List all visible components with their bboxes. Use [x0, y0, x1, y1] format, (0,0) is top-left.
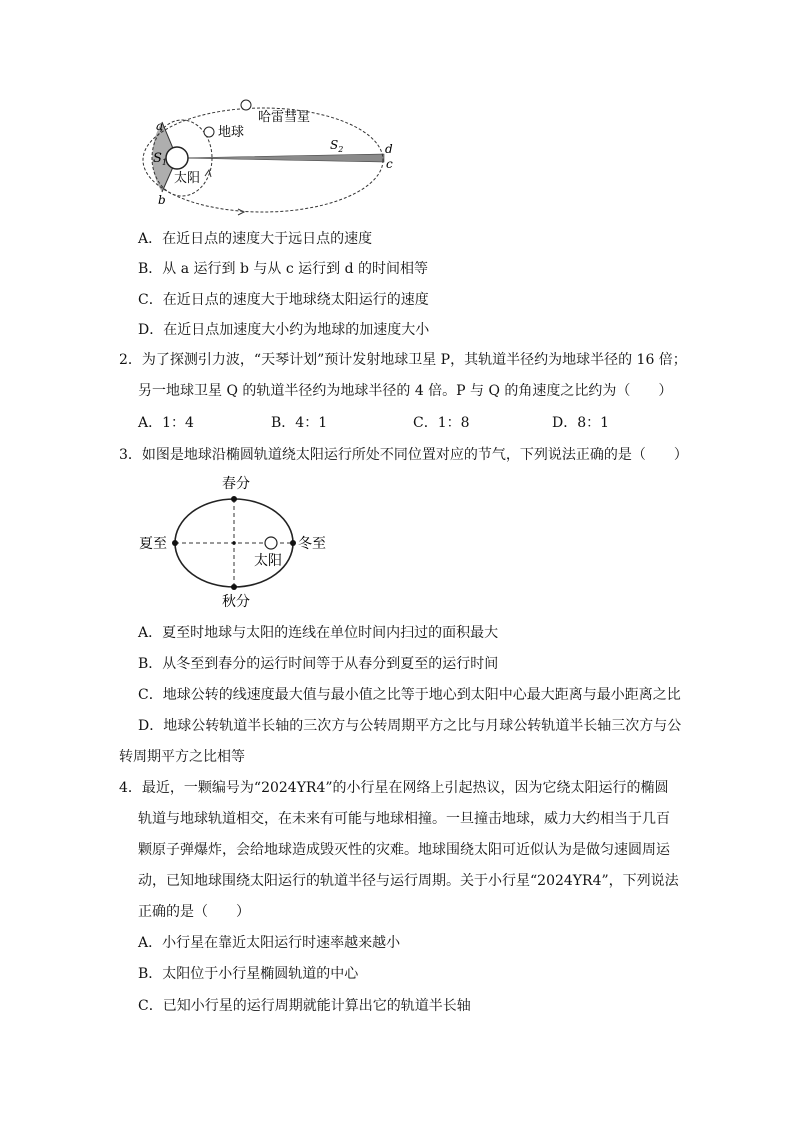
label-sun: 太阳	[254, 553, 282, 569]
point-spring	[231, 496, 237, 502]
point-autumn	[231, 584, 237, 590]
q2-option-a: A．1：4	[138, 415, 194, 431]
solar-terms-figure	[136, 472, 336, 612]
q3-option-b: B．从冬至到春分的运行时间等于从春分到夏至的运行时间	[138, 656, 499, 672]
label-earth: 地球	[218, 125, 245, 140]
q1-option-a: A．在近日点的速度大于远日点的速度	[138, 231, 373, 247]
point-winter	[290, 540, 296, 546]
q4-option-a: A．小行星在靠近太阳运行时速率越来越小	[138, 935, 401, 951]
comet-circle	[241, 100, 251, 110]
label-sun: 太阳	[174, 171, 201, 186]
point-summer	[172, 540, 178, 546]
q3-option-d: D．地球公转轨道半长轴的三次方与公转周期平方之比与月球公转轨道半长轴三次方与公	[138, 718, 682, 734]
area-s2	[177, 154, 384, 162]
label-a: a	[156, 119, 164, 133]
sun-circle	[265, 537, 277, 549]
label-d: d	[385, 142, 393, 156]
label-winter: 冬至	[298, 536, 326, 552]
sun-circle	[166, 147, 188, 169]
label-spring: 春分	[222, 476, 250, 492]
q2-stem-line-1: 2．为了探测引力波，“天琴计划”预计发射地球卫星 P，其轨道半径约为地球半径的 16 倍；	[119, 352, 687, 368]
label-s1: $S_1$	[153, 151, 167, 167]
q3-option-a: A．夏至时地球与太阳的连线在单位时间内扫过的面积最大	[138, 625, 499, 641]
q4-option-c: C．已知小行星的运行周期就能计算出它的轨道半长轴	[138, 998, 471, 1014]
q2-option-b: B．4：1	[271, 415, 328, 431]
earth-circle	[204, 127, 214, 137]
q3-option-d-cont: 转周期平方之比相等	[119, 749, 245, 765]
label-c: c	[386, 157, 393, 171]
q1-option-d: D．在近日点加速度大小约为地球的加速度大小	[138, 322, 430, 338]
label-b: b	[158, 193, 166, 207]
label-s2: $S_2$	[330, 138, 344, 154]
q4-stem-line-1: 4．最近，一颗编号为“2024YR4”的小行星在网络上引起热议，因为它绕太阳运行的椭圆	[119, 780, 669, 796]
q3-option-c: C．地球公转的线速度最大值与最小值之比等于地心到太阳中心最大距离与最小距离之比	[138, 687, 681, 703]
label-autumn: 秋分	[222, 594, 250, 610]
q3-stem: 3．如图是地球沿椭圆轨道绕太阳运行所处不同位置对应的节气，下列说法正确的是（ ）	[119, 447, 688, 463]
q2-stem-line-2: 另一地球卫星 Q 的轨道半径约为地球半径的 4 倍。P 与 Q 的角速度之比约为（ ）	[138, 383, 673, 399]
q1-option-c: C．在近日点的速度大于地球绕太阳运行的速度	[138, 292, 429, 308]
label-comet: 哈雷彗星	[258, 110, 311, 125]
q2-option-d: D．8：1	[552, 415, 610, 431]
orbit-arrow-earth	[205, 170, 211, 177]
q4-stem-line-3: 颗原子弹爆炸，会给地球造成毁灭性的灾难。地球围绕太阳可近似认为是做匀速圆周运	[138, 842, 670, 858]
point-center	[232, 541, 236, 545]
q4-stem-line-4: 动，已知地球围绕太阳运行的轨道半径与运行周期。关于小行星“2024YR4”，下列说法	[138, 873, 679, 889]
q2-option-c: C．1：8	[413, 415, 470, 431]
orbit-arrow-bottom	[238, 209, 244, 215]
q1-option-b: B．从 a 运行到 b 与从 c 运行到 d 的时间相等	[138, 261, 429, 277]
q4-stem-line-5: 正确的是（ ）	[138, 904, 250, 920]
label-summer: 夏至	[139, 536, 167, 552]
halley-orbit-figure	[140, 96, 400, 222]
q4-stem-line-2: 轨道与地球轨道相交，在未来有可能与地球相撞。一旦撞击地球，威力大约相当于几百	[138, 811, 670, 827]
q4-option-b: B．太阳位于小行星椭圆轨道的中心	[138, 966, 359, 982]
